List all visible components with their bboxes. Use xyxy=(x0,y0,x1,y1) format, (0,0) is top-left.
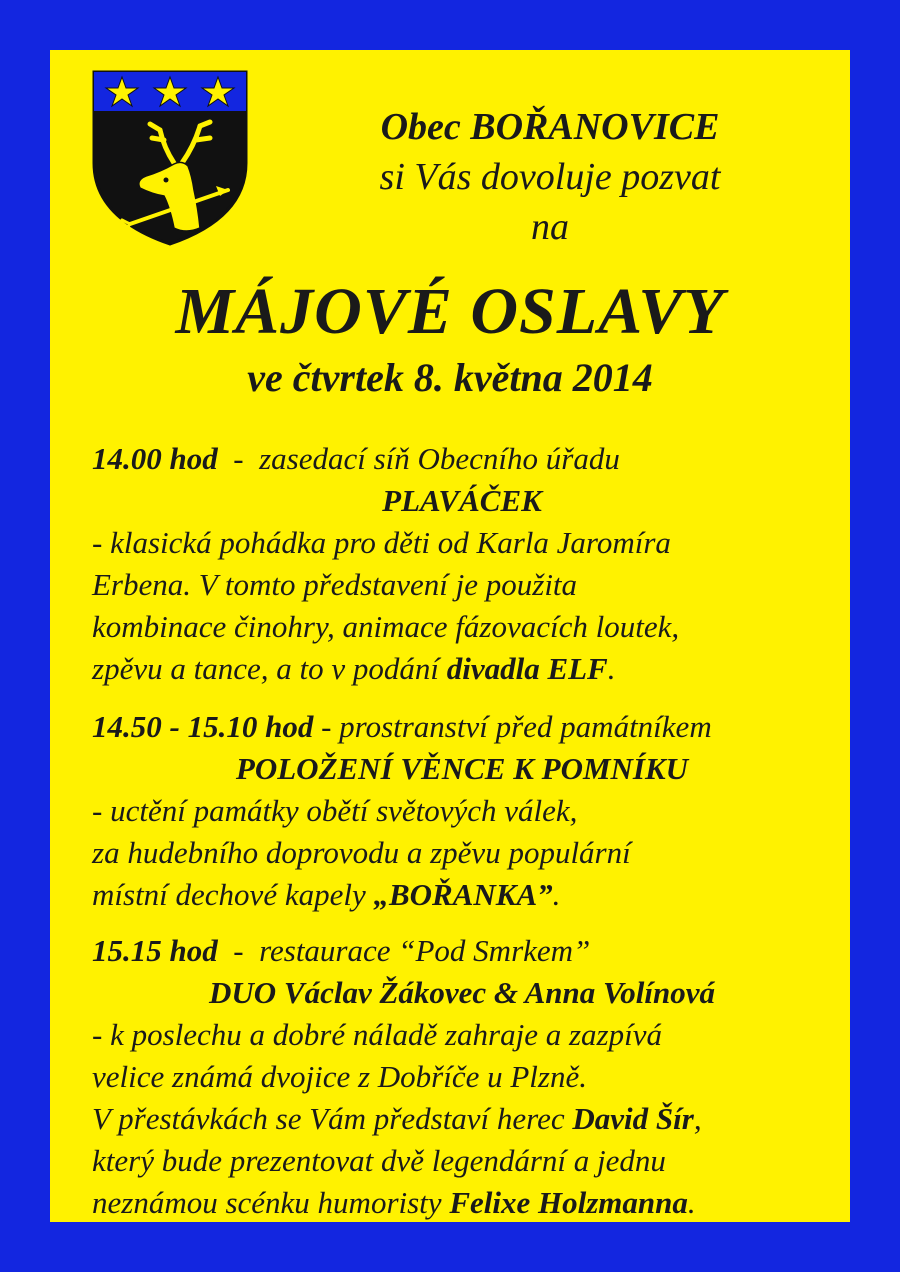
performer-name: divadla ELF xyxy=(446,651,608,686)
program-description-line: - klasická pohádka pro děti od Karla Jaromíra xyxy=(92,525,671,560)
program-description-line: - uctění památky obětí světových válek, xyxy=(92,793,578,828)
program-description-line: neznámou scénku humoristy xyxy=(92,1185,450,1220)
separator: - xyxy=(217,933,260,968)
program-title: PLAVÁČEK xyxy=(382,483,542,518)
punctuation: . xyxy=(552,877,561,912)
performer-name: David Šír xyxy=(572,1101,694,1136)
program-description-line: Erbena. V tomto představení je použita xyxy=(92,567,578,602)
program-time: 14.50 - 15.10 hod xyxy=(92,709,314,744)
program-description-line: zpěvu a tance, a to v podání xyxy=(92,651,447,686)
program-time: 14.00 hod xyxy=(92,441,218,476)
program-item xyxy=(92,438,832,690)
program-title: POLOŽENÍ VĚNCE K POMNÍKU xyxy=(235,751,689,786)
program-description-line: velice známá dvojice z Dobříče u Plzně. xyxy=(92,1059,587,1094)
separator: - xyxy=(313,709,340,744)
program-time: 15.15 hod xyxy=(92,933,218,968)
performer-name: „BOŘANKA” xyxy=(373,877,553,912)
invitation-poster xyxy=(50,50,850,1222)
event-title: MÁJOVÉ OSLAVY xyxy=(175,275,725,348)
performer-name: Felixe Holzmanna xyxy=(449,1185,688,1220)
punctuation: . xyxy=(607,651,616,686)
program-description-line: V přestávkách se Vám představí herec xyxy=(92,1101,573,1136)
invitation-text: si Vás dovoluje pozvat xyxy=(379,156,721,198)
village-name: Obec BOŘANOVICE xyxy=(380,106,720,148)
separator: - xyxy=(217,441,260,476)
program-description-line: - k poslechu a dobré náladě zahraje a zazpívá xyxy=(92,1017,662,1052)
shield-stag-crest-icon xyxy=(90,68,250,248)
program-description-line: kombinace činohry, animace fázovacích loutek, xyxy=(92,609,680,644)
program-description-line: za hudebního doprovodu a zpěvu populární xyxy=(92,835,631,870)
program-item xyxy=(92,706,832,916)
program-place: prostranství před památníkem xyxy=(339,709,712,744)
program-description-line: který bude prezentovat dvě legendární a jednu xyxy=(92,1143,666,1178)
invitation-text-na: na xyxy=(531,206,569,248)
program-place: restaurace “Pod Smrkem” xyxy=(259,933,591,968)
event-date: ve čtvrtek 8. května 2014 xyxy=(247,355,653,400)
program-place: zasedací síň Obecního úřadu xyxy=(259,441,620,476)
program-description-line: místní dechové kapely xyxy=(92,877,374,912)
punctuation: . xyxy=(687,1185,696,1220)
invitation-header xyxy=(290,102,810,252)
program-item xyxy=(92,930,832,1224)
program-title: DUO Václav Žákovec & Anna Volínová xyxy=(208,975,716,1010)
punctuation: , xyxy=(693,1101,702,1136)
